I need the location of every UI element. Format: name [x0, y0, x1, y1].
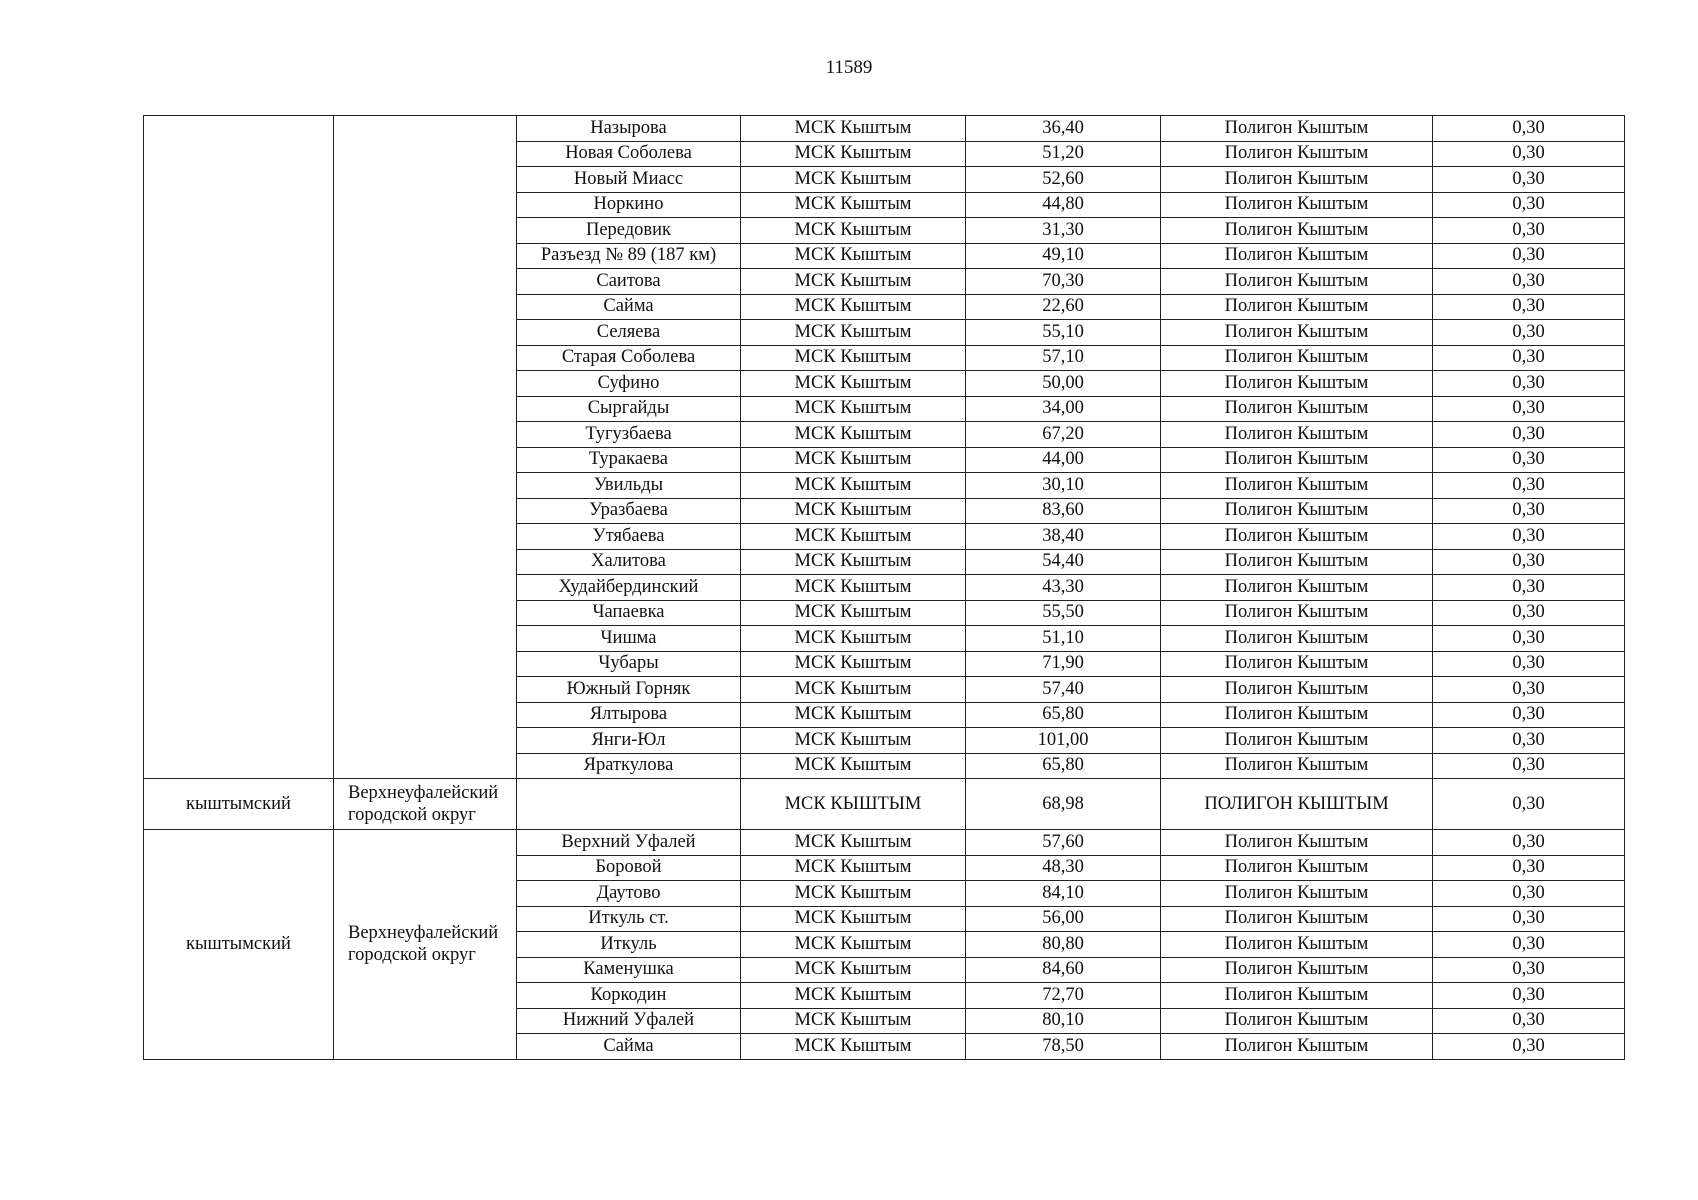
msk-cell: МСК Кыштым	[741, 524, 966, 550]
rate-cell: 0,30	[1433, 957, 1625, 983]
landfill-cell: Полигон Кыштым	[1161, 473, 1433, 499]
msk-cell: МСК Кыштым	[741, 371, 966, 397]
msk-cell: МСК Кыштым	[741, 1034, 966, 1060]
msk-cell: МСК Кыштым	[741, 1008, 966, 1034]
msk-cell: МСК Кыштым	[741, 345, 966, 371]
settlement-cell: Нижний Уфалей	[517, 1008, 741, 1034]
rate-cell: 0,30	[1433, 269, 1625, 295]
settlement-cell: Коркодин	[517, 983, 741, 1009]
landfill-cell: Полигон Кыштым	[1161, 167, 1433, 193]
distance-cell: 52,60	[966, 167, 1161, 193]
rate-cell: 0,30	[1433, 906, 1625, 932]
distance-cell: 55,50	[966, 600, 1161, 626]
landfill-cell: Полигон Кыштым	[1161, 906, 1433, 932]
settlement-cell: Тугузбаева	[517, 422, 741, 448]
settlement-cell: Новая Соболева	[517, 141, 741, 167]
distance-cell: 72,70	[966, 983, 1161, 1009]
settlement-cell: Каменушка	[517, 957, 741, 983]
table-row	[144, 830, 1625, 856]
rate-cell: 0,30	[1433, 396, 1625, 422]
distance-cell: 84,10	[966, 881, 1161, 907]
msk-cell: МСК Кыштым	[741, 396, 966, 422]
settlement-cell: Даутово	[517, 881, 741, 907]
distance-cell: 55,10	[966, 320, 1161, 346]
settlement-cell: Чубары	[517, 651, 741, 677]
landfill-cell: Полигон Кыштым	[1161, 1034, 1433, 1060]
rate-cell: 0,30	[1433, 447, 1625, 473]
settlement-cell: Иткуль ст.	[517, 906, 741, 932]
settlement-cell: Передовик	[517, 218, 741, 244]
distance-cell: 65,80	[966, 702, 1161, 728]
rate-cell: 0,30	[1433, 830, 1625, 856]
msk-cell: МСК Кыштым	[741, 983, 966, 1009]
settlement-cell: Разъезд № 89 (187 км)	[517, 243, 741, 269]
summary-row	[144, 779, 1625, 830]
landfill-cell: Полигон Кыштым	[1161, 524, 1433, 550]
settlement-cell: Сыргайды	[517, 396, 741, 422]
rate-cell: 0,30	[1433, 422, 1625, 448]
landfill-cell: Полигон Кыштым	[1161, 218, 1433, 244]
landfill-cell: Полигон Кыштым	[1161, 371, 1433, 397]
landfill-cell: Полигон Кыштым	[1161, 728, 1433, 754]
landfill-cell: Полигон Кыштым	[1161, 881, 1433, 907]
msk-cell: МСК Кыштым	[741, 269, 966, 295]
landfill-cell: Полигон Кыштым	[1161, 320, 1433, 346]
landfill-cell: Полигон Кыштым	[1161, 753, 1433, 779]
distance-cell: 70,30	[966, 269, 1161, 295]
distance-cell: 54,40	[966, 549, 1161, 575]
rate-cell: 0,30	[1433, 116, 1625, 142]
rate-cell: 0,30	[1433, 345, 1625, 371]
distance-cell: 56,00	[966, 906, 1161, 932]
rate-cell: 0,30	[1433, 855, 1625, 881]
settlement-cell: Худайбердинский	[517, 575, 741, 601]
msk-cell: МСК Кыштым	[741, 906, 966, 932]
rate-cell: 0,30	[1433, 549, 1625, 575]
settlement-cell: Иткуль	[517, 932, 741, 958]
landfill-cell: Полигон Кыштым	[1161, 932, 1433, 958]
msk-cell: МСК Кыштым	[741, 830, 966, 856]
settlement-cell: Яраткулова	[517, 753, 741, 779]
rate-cell: 0,30	[1433, 192, 1625, 218]
distance-cell: 67,20	[966, 422, 1161, 448]
distance-cell: 51,20	[966, 141, 1161, 167]
msk-cell: МСК Кыштым	[741, 651, 966, 677]
landfill-cell: Полигон Кыштым	[1161, 830, 1433, 856]
settlement-cell: Суфино	[517, 371, 741, 397]
landfill-cell: Полигон Кыштым	[1161, 422, 1433, 448]
distance-cell: 50,00	[966, 371, 1161, 397]
rate-cell: 0,30	[1433, 932, 1625, 958]
landfill-cell: Полигон Кыштым	[1161, 447, 1433, 473]
distance-cell: 38,40	[966, 524, 1161, 550]
msk-cell: МСК Кыштым	[741, 243, 966, 269]
landfill-cell: Полигон Кыштым	[1161, 677, 1433, 703]
distance-cell: 31,30	[966, 218, 1161, 244]
settlement-cell: Назырова	[517, 116, 741, 142]
msk-cell: МСК Кыштым	[741, 600, 966, 626]
settlement-cell: Саитова	[517, 269, 741, 295]
rate-cell: 0,30	[1433, 524, 1625, 550]
landfill-cell: Полигон Кыштым	[1161, 983, 1433, 1009]
distance-cell: 34,00	[966, 396, 1161, 422]
landfill-cell: Полигон Кыштым	[1161, 243, 1433, 269]
distance-cell: 48,30	[966, 855, 1161, 881]
settlement-cell: Норкино	[517, 192, 741, 218]
distance-cell: 71,90	[966, 651, 1161, 677]
msk-cell: МСК Кыштым	[741, 753, 966, 779]
distance-cell: 80,10	[966, 1008, 1161, 1034]
landfill-cell: Полигон Кыштым	[1161, 269, 1433, 295]
settlement-cell: Утябаева	[517, 524, 741, 550]
landfill-cell: ПОЛИГОН КЫШТЫМ	[1161, 779, 1433, 830]
page-number: 11589	[825, 57, 873, 78]
distance-cell: 68,98	[966, 779, 1161, 830]
msk-cell: МСК Кыштым	[741, 702, 966, 728]
msk-cell: МСК Кыштым	[741, 473, 966, 499]
distance-cell: 44,00	[966, 447, 1161, 473]
rate-cell: 0,30	[1433, 983, 1625, 1009]
settlement-cell: Сайма	[517, 1034, 741, 1060]
rate-cell: 0,30	[1433, 702, 1625, 728]
settlement-cell: Увильды	[517, 473, 741, 499]
msk-cell: МСК Кыштым	[741, 575, 966, 601]
rate-cell: 0,30	[1433, 600, 1625, 626]
landfill-cell: Полигон Кыштым	[1161, 141, 1433, 167]
settlement-cell: Старая Соболева	[517, 345, 741, 371]
settlement-cell: Южный Горняк	[517, 677, 741, 703]
district-cell: кыштымский	[144, 779, 334, 830]
landfill-cell: Полигон Кыштым	[1161, 855, 1433, 881]
distance-cell: 51,10	[966, 626, 1161, 652]
landfill-cell: Полигон Кыштым	[1161, 651, 1433, 677]
msk-cell: МСК Кыштым	[741, 167, 966, 193]
rate-cell: 0,30	[1433, 677, 1625, 703]
tariff-table	[143, 115, 1625, 1060]
rate-cell: 0,30	[1433, 651, 1625, 677]
landfill-cell: Полигон Кыштым	[1161, 498, 1433, 524]
landfill-cell: Полигон Кыштым	[1161, 600, 1433, 626]
msk-cell: МСК Кыштым	[741, 932, 966, 958]
rate-cell: 0,30	[1433, 1034, 1625, 1060]
msk-cell: МСК Кыштым	[741, 218, 966, 244]
msk-cell: МСК Кыштым	[741, 855, 966, 881]
msk-cell: МСК Кыштым	[741, 728, 966, 754]
settlement-cell: Новый Миасс	[517, 167, 741, 193]
rate-cell: 0,30	[1433, 294, 1625, 320]
msk-cell: МСК Кыштым	[741, 549, 966, 575]
distance-cell: 36,40	[966, 116, 1161, 142]
distance-cell: 43,30	[966, 575, 1161, 601]
msk-cell: МСК Кыштым	[741, 626, 966, 652]
rate-cell: 0,30	[1433, 779, 1625, 830]
settlement-cell: Ялтырова	[517, 702, 741, 728]
rate-cell: 0,30	[1433, 728, 1625, 754]
distance-cell: 44,80	[966, 192, 1161, 218]
landfill-cell: Полигон Кыштым	[1161, 294, 1433, 320]
landfill-cell: Полигон Кыштым	[1161, 192, 1433, 218]
settlement-cell	[517, 779, 741, 830]
municipality-cell: Верхнеуфалейский городской округ	[334, 779, 517, 830]
table-row	[144, 116, 1625, 142]
rate-cell: 0,30	[1433, 881, 1625, 907]
settlement-cell: Верхний Уфалей	[517, 830, 741, 856]
settlement-cell: Уразбаева	[517, 498, 741, 524]
rate-cell: 0,30	[1433, 575, 1625, 601]
distance-cell: 49,10	[966, 243, 1161, 269]
landfill-cell: Полигон Кыштым	[1161, 626, 1433, 652]
district-cell: кыштымский	[144, 830, 334, 1060]
msk-cell: МСК Кыштым	[741, 141, 966, 167]
msk-cell: МСК Кыштым	[741, 192, 966, 218]
msk-cell: МСК Кыштым	[741, 881, 966, 907]
settlement-cell: Сайма	[517, 294, 741, 320]
settlement-cell: Туракаева	[517, 447, 741, 473]
distance-cell: 57,10	[966, 345, 1161, 371]
rate-cell: 0,30	[1433, 243, 1625, 269]
landfill-cell: Полигон Кыштым	[1161, 957, 1433, 983]
distance-cell: 83,60	[966, 498, 1161, 524]
landfill-cell: Полигон Кыштым	[1161, 116, 1433, 142]
settlement-cell: Боровой	[517, 855, 741, 881]
msk-cell: МСК Кыштым	[741, 498, 966, 524]
msk-cell: МСК КЫШТЫМ	[741, 779, 966, 830]
rate-cell: 0,30	[1433, 371, 1625, 397]
distance-cell: 65,80	[966, 753, 1161, 779]
settlement-cell: Чапаевка	[517, 600, 741, 626]
msk-cell: МСК Кыштым	[741, 320, 966, 346]
msk-cell: МСК Кыштым	[741, 294, 966, 320]
rate-cell: 0,30	[1433, 753, 1625, 779]
municipality-cell	[334, 116, 517, 779]
landfill-cell: Полигон Кыштым	[1161, 549, 1433, 575]
distance-cell: 57,60	[966, 830, 1161, 856]
landfill-cell: Полигон Кыштым	[1161, 575, 1433, 601]
msk-cell: МСК Кыштым	[741, 957, 966, 983]
rate-cell: 0,30	[1433, 626, 1625, 652]
rate-cell: 0,30	[1433, 218, 1625, 244]
landfill-cell: Полигон Кыштым	[1161, 345, 1433, 371]
distance-cell: 57,40	[966, 677, 1161, 703]
landfill-cell: Полигон Кыштым	[1161, 396, 1433, 422]
table-body	[144, 116, 1625, 1060]
msk-cell: МСК Кыштым	[741, 677, 966, 703]
rate-cell: 0,30	[1433, 1008, 1625, 1034]
rate-cell: 0,30	[1433, 141, 1625, 167]
distance-cell: 30,10	[966, 473, 1161, 499]
rate-cell: 0,30	[1433, 320, 1625, 346]
rate-cell: 0,30	[1433, 167, 1625, 193]
settlement-cell: Янги-Юл	[517, 728, 741, 754]
msk-cell: МСК Кыштым	[741, 422, 966, 448]
msk-cell: МСК Кыштым	[741, 447, 966, 473]
distance-cell: 80,80	[966, 932, 1161, 958]
distance-cell: 101,00	[966, 728, 1161, 754]
settlement-cell: Халитова	[517, 549, 741, 575]
msk-cell: МСК Кыштым	[741, 116, 966, 142]
distance-cell: 78,50	[966, 1034, 1161, 1060]
municipality-cell: Верхнеуфалейский городской округ	[334, 830, 517, 1060]
settlement-cell: Чишма	[517, 626, 741, 652]
landfill-cell: Полигон Кыштым	[1161, 702, 1433, 728]
landfill-cell: Полигон Кыштым	[1161, 1008, 1433, 1034]
distance-cell: 84,60	[966, 957, 1161, 983]
district-cell	[144, 116, 334, 779]
rate-cell: 0,30	[1433, 473, 1625, 499]
settlement-cell: Селяева	[517, 320, 741, 346]
rate-cell: 0,30	[1433, 498, 1625, 524]
distance-cell: 22,60	[966, 294, 1161, 320]
